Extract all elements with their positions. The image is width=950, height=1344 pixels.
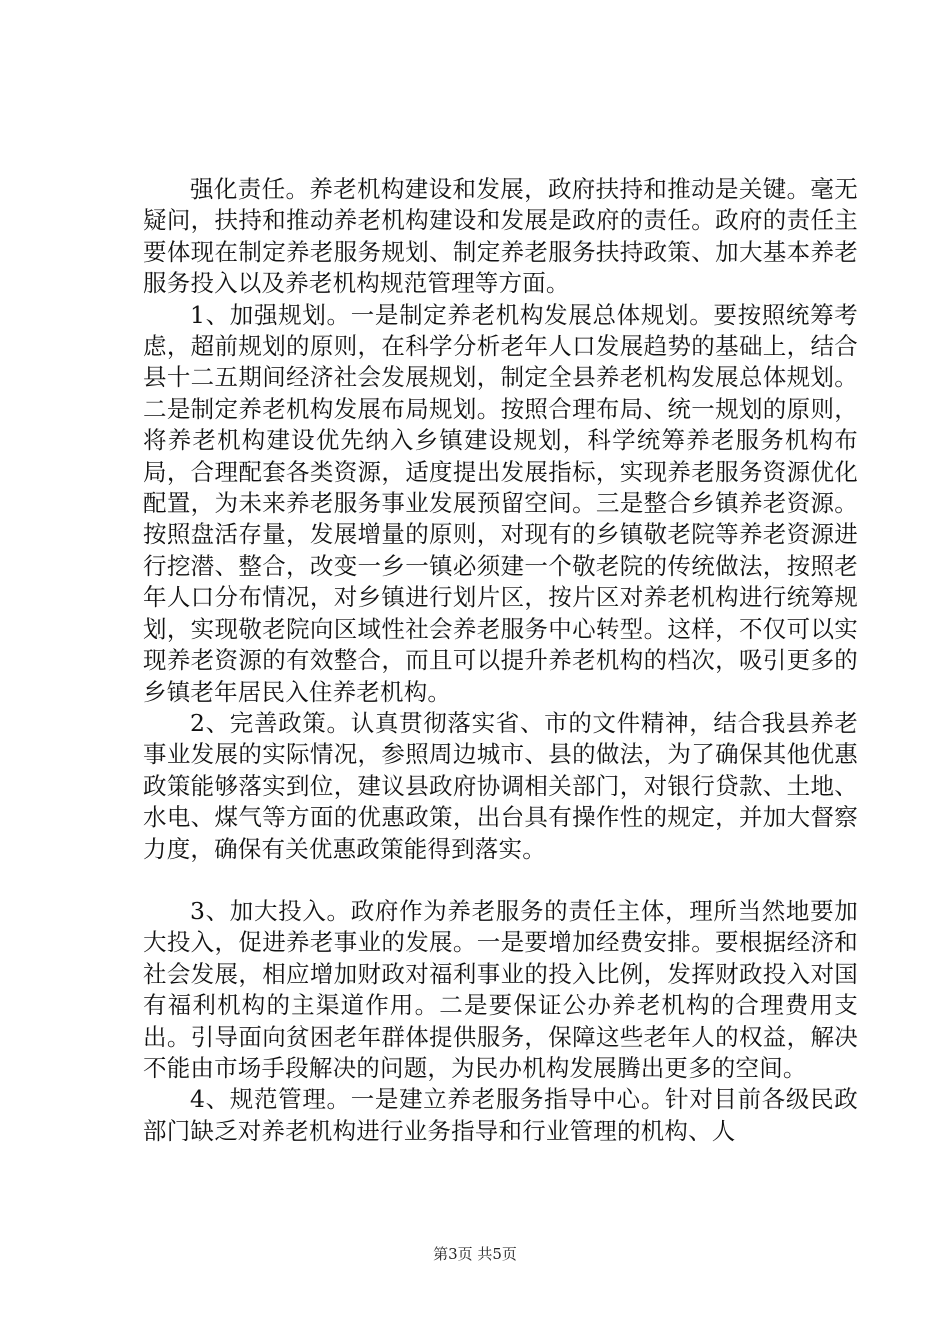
page-number-footer: 第3页 共5页 (433, 1245, 517, 1263)
paragraph-strengthen-responsibility: 强化责任。养老机构建设和发展，政府扶持和推动是关键。毫无疑问，扶持和推动养老机构建设和发展是政府的责任。政府的责任主要体现在制定养老服务规划、制定养老服务扶持政策、加大基本养老服务投入以及养老机构规范管理等方面。 (143, 175, 858, 298)
paragraph-planning: 1、加强规划。一是制定养老机构发展总体规划。要按照统筹考虑，超前规划的原则，在科学分析老年人口发展趋势的基础上，结合县十二五期间经济社会发展规划，制定全县养老机构发展总体规划。二是制定养老机构发展布局规划。按照合理布局、统一规划的原则，将养老机构建设优先纳入乡镇建设规划，科学统筹养老服务机构布局，合理配套各类资源，适度提出发展指标，实现养老服务资源优化配置，为未来养老服务事业发展预留空间。三是整合乡镇养老资源。按照盘活存量，发展增量的原则，对现有的乡镇敬老院等养老资源进行挖潜、整合，改变一乡一镇必须建一个敬老院的传统做法，按照老年人口分布情况，对乡镇进行划片区，按片区对养老机构进行统筹规划，实现敬老院向区域性社会养老服务中心转型。这样，不仅可以实现养老资源的有效整合，而且可以提升养老机构的档次，吸引更多的乡镇老年居民入住养老机构。 (143, 300, 858, 706)
paragraph-policy: 2、完善政策。认真贯彻落实省、市的文件精神，结合我县养老事业发展的实际情况，参照周边城市、县的做法，为了确保其他优惠政策能够落实到位，建议县政府协调相关部门，对银行贷款、土地、水电、煤气等方面的优惠政策，出台具有操作性的规定，并加大督察力度，确保有关优惠政策能得到落实。 (143, 708, 858, 863)
document-body (143, 174, 858, 1147)
paragraph-investment: 3、加大投入。政府作为养老服务的责任主体，理所当然地要加大投入，促进养老事业的发展。一是要增加经费安排。要根据经济和社会发展，相应增加财政对福利事业的投入比例，发挥财政投入对国有福利机构的主渠道作用。二是要保证公办养老机构的合理费用支出。引导面向贫困老年群体提供服务，保障这些老年人的权益，解决不能由市场手段解决的问题，为民办机构发展腾出更多的空间。 (143, 896, 858, 1082)
paragraph-management: 4、规范管理。一是建立养老服务指导中心。针对目前各级民政部门缺乏对养老机构进行业务指导和行业管理的机构、人 (143, 1085, 858, 1145)
